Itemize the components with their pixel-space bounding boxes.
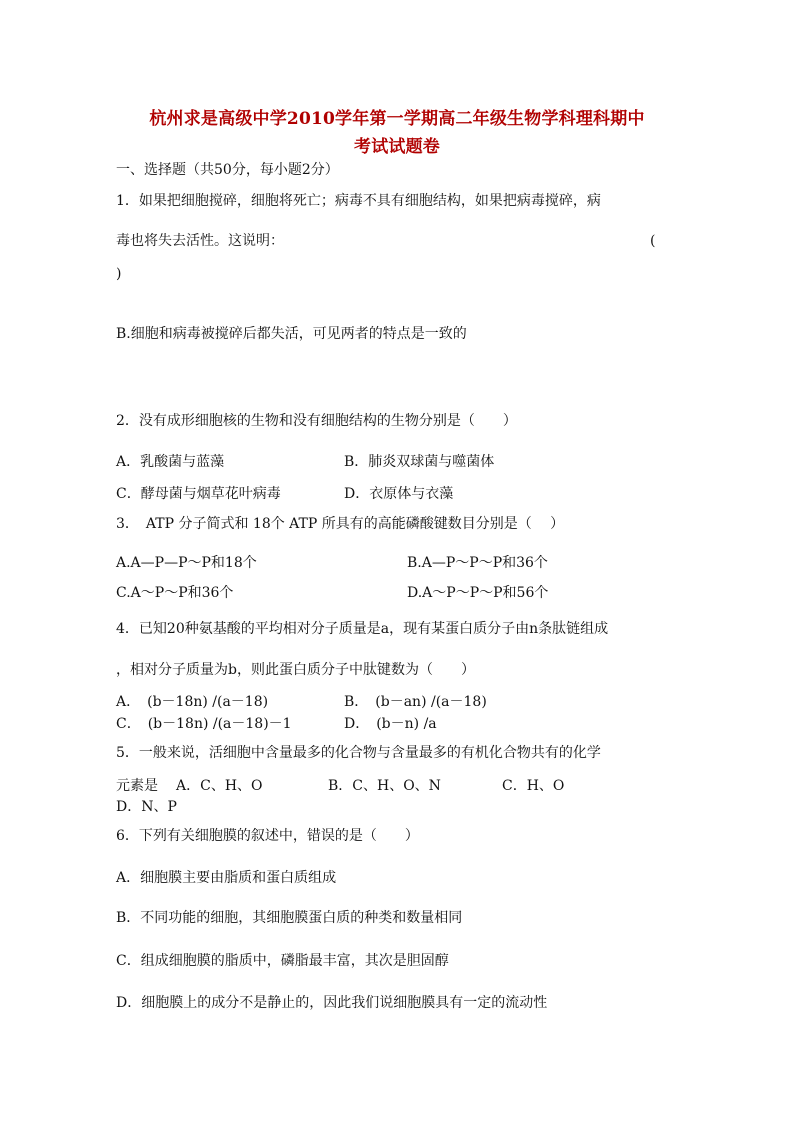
q5-option-d: D．N、P [116, 799, 177, 815]
q4-option-c: C． (b－18n) /(a－18)－1 [116, 716, 292, 732]
q1-stem-line2: 毒也将失去活性。这说明： [116, 233, 284, 249]
q1-option-b: B.细胞和病毒被搅碎后都失活，可见两者的特点是一致的 [116, 326, 467, 342]
q3-option-b: B.A—P～P～P和36个 [407, 555, 548, 571]
q5-stem-line1: 5．一般来说，活细胞中含量最多的化合物与含量最多的有机化合物共有的化学 [116, 745, 601, 761]
section-heading: 一、选择题（共50分，每小题2分） [116, 162, 339, 178]
q2-stem: 2．没有成形细胞核的生物和没有细胞结构的生物分别是（ ） [116, 413, 517, 429]
q5-option-a: A．C、H、O [176, 778, 263, 794]
q2-option-b: B．肺炎双球菌与噬菌体 [344, 454, 495, 470]
q6-option-d: D．细胞膜上的成分不是静止的，因此我们说细胞膜具有一定的流动性 [116, 995, 548, 1011]
q5-option-b: B．C、H、O、N [328, 778, 441, 794]
q6-option-a: A．细胞膜主要由脂质和蛋白质组成 [116, 870, 337, 886]
q3-option-c: C.A～P～P和36个 [116, 585, 234, 601]
q1-stem-line1: 1．如果把细胞搅碎，细胞将死亡；病毒不具有细胞结构，如果把病毒搅碎，病 [116, 193, 601, 209]
q4-stem-line2: ，相对分子质量为b，则此蛋白质分子中肽键数为（ ） [116, 662, 475, 678]
q2-option-a: A．乳酸菌与蓝藻 [116, 454, 225, 470]
q3-stem: 3． ATP 分子简式和 18个 ATP 所具有的高能磷酸键数目分别是（ ） [116, 516, 565, 532]
q3-option-a: A.A—P—P～P和18个 [116, 555, 257, 571]
q4-option-b: B． (b－an) /(a－18) [344, 694, 487, 710]
q5-option-c: C．H、O [502, 778, 565, 794]
q2-option-d: D．衣原体与衣藻 [344, 486, 454, 502]
exam-title-line2: 考试试题卷 [354, 137, 440, 157]
q6-option-b: B．不同功能的细胞，其细胞膜蛋白质的种类和数量相同 [116, 910, 463, 926]
q6-option-c: C．组成细胞膜的脂质中，磷脂最丰富，其次是胆固醇 [116, 953, 449, 969]
q5-stem-line2-prefix: 元素是 [116, 778, 158, 794]
q4-option-a: A． (b－18n) /(a－18) [116, 694, 269, 710]
q1-paren-close: ) [116, 266, 122, 282]
q6-stem: 6．下列有关细胞膜的叙述中，错误的是（ ） [116, 828, 419, 844]
q2-option-c: C．酵母菌与烟草花叶病毒 [116, 486, 281, 502]
q4-option-d: D． (b－n) /a [344, 716, 437, 732]
q3-option-d: D.A～P～P～P和56个 [407, 585, 549, 601]
exam-title-line1: 杭州求是高级中学2010学年第一学期高二年级生物学科理科期中 [149, 109, 645, 129]
q4-stem-line1: 4．已知20种氨基酸的平均相对分子质量是a，现有某蛋白质分子由n条肽链组成 [116, 621, 609, 637]
q1-paren-open: ( [650, 233, 656, 249]
